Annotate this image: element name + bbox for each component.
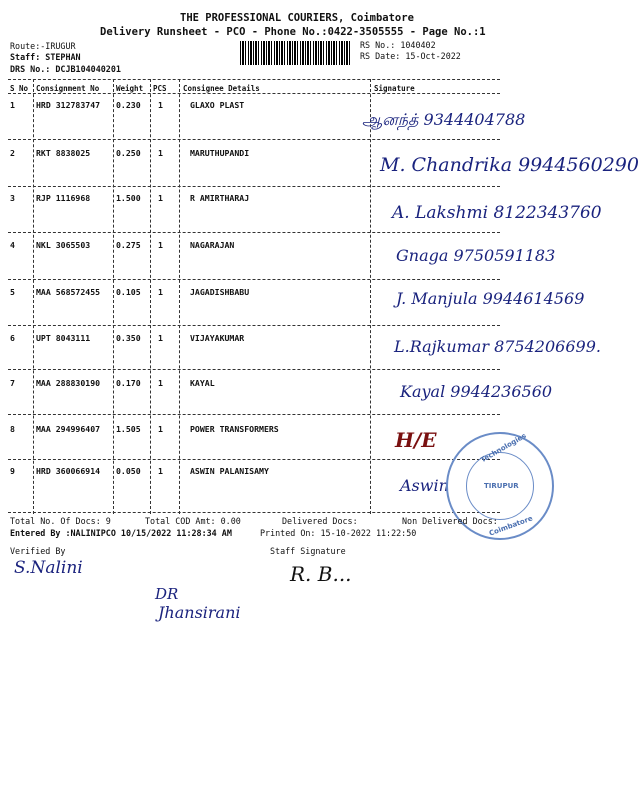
row-divider <box>8 414 500 415</box>
staff-label: Staff: STEPHAN <box>10 52 81 62</box>
rs-date: RS Date: 15-Oct-2022 <box>360 51 461 61</box>
stamp-center-text: TIRUPUR <box>484 482 519 490</box>
row-weight: 0.250 <box>116 148 141 158</box>
total-cod: Total COD Amt: 0.00 <box>145 516 241 526</box>
row-consignment: UPT 8043111 <box>36 333 91 343</box>
row-consignment: HRD 360066914 <box>36 466 101 476</box>
row-consignment: MAA 294996407 <box>36 424 101 434</box>
total-docs: Total No. Of Docs: 9 <box>10 516 111 526</box>
verifier-signature: S.Nalini <box>14 558 83 578</box>
row-consignee: JAGADISHBABU <box>190 287 250 297</box>
printed-on: Printed On: 15-10-2022 11:22:50 <box>260 528 417 538</box>
col-divider <box>33 79 34 514</box>
row-weight: 0.350 <box>116 333 141 343</box>
row-sno: 4 <box>10 240 15 250</box>
col-header-weight: Weight <box>116 84 144 93</box>
row-sno: 6 <box>10 333 15 343</box>
handwritten-signature: L.Rajkumar 8754206699. <box>394 337 601 356</box>
handwritten-signature: A. Lakshmi 8122343760 <box>392 203 602 223</box>
row-weight: 0.275 <box>116 240 141 250</box>
row-sno: 3 <box>10 193 15 203</box>
col-header-sno: S No <box>10 84 29 93</box>
row-consignment: HRD 312783747 <box>36 100 101 110</box>
drs-number: DRS No.: DCJB104040201 <box>10 64 121 74</box>
row-consignment: MAA 288830190 <box>36 378 101 388</box>
row-consignee: POWER TRANSFORMERS <box>190 424 279 434</box>
col-header-signature: Signature <box>374 84 415 93</box>
staff-handwritten-signature: R. B... <box>290 562 352 586</box>
stamp-top-text: Technologies <box>479 431 528 465</box>
row-consignee: VIJAYAKUMAR <box>190 333 245 343</box>
row-divider <box>8 139 500 140</box>
row-divider <box>8 369 500 370</box>
row-sno: 1 <box>10 100 15 110</box>
row-sno: 7 <box>10 378 15 388</box>
verified-by-label: Verified By <box>10 546 66 556</box>
entered-by: Entered By :NALINIPCO 10/15/2022 11:28:34 AM <box>10 528 232 538</box>
stamp-bottom-text: Coimbatore <box>488 514 534 538</box>
row-sno: 9 <box>10 466 15 476</box>
handwritten-signature: Aswin <box>400 476 449 495</box>
initial-signature: DR <box>155 585 179 603</box>
row-consignee: MARUTHUPANDI <box>190 148 250 158</box>
handwritten-signature: M. Chandrika 9944560290 <box>380 154 639 176</box>
row-pcs: 1 <box>158 378 163 388</box>
row-divider <box>8 232 500 233</box>
row-sno: 2 <box>10 148 15 158</box>
delivered-docs: Delivered Docs: <box>282 516 358 526</box>
row-divider <box>8 186 500 187</box>
row-sno: 5 <box>10 287 15 297</box>
row-consignee: NAGARAJAN <box>190 240 235 250</box>
row-consignee: KAYAL <box>190 378 215 388</box>
row-consignee: ASWIN PALANISAMY <box>190 466 269 476</box>
row-consignment: RJP 1116968 <box>36 193 91 203</box>
route-label: Route:-IRUGUR <box>10 41 76 51</box>
col-divider <box>370 79 371 514</box>
barcode-image <box>240 41 352 65</box>
row-consignment: MAA 568572455 <box>36 287 101 297</box>
row-consignment: NKL 3065503 <box>36 240 91 250</box>
handwritten-signature: J. Manjula 9944614569 <box>396 289 585 308</box>
handwritten-signature: ஆனந்த் 9344404788 <box>362 110 526 129</box>
row-pcs: 1 <box>158 148 163 158</box>
handwritten-signature: H/E <box>395 428 437 452</box>
non-delivered-docs: Non Delivered Docs: <box>402 516 498 526</box>
col-header-pcs: PCS <box>153 84 167 93</box>
row-consignment: RKT 8838025 <box>36 148 91 158</box>
col-divider <box>150 79 151 514</box>
row-pcs: 1 <box>158 333 163 343</box>
col-header-consignment: Consignment No <box>36 84 100 93</box>
row-divider <box>8 279 500 280</box>
row-consignee: R AMIRTHARAJ <box>190 193 250 203</box>
table-top-border <box>8 79 500 80</box>
receiver-signature: Jhansirani <box>158 603 241 622</box>
table-bottom-border <box>8 512 500 513</box>
row-consignee: GLAXO PLAST <box>190 100 245 110</box>
handwritten-signature: Kayal 9944236560 <box>400 382 553 401</box>
col-divider <box>113 79 114 514</box>
row-weight: 1.500 <box>116 193 141 203</box>
table-header-border <box>8 93 500 94</box>
runsheet-title: Delivery Runsheet - PCO - Phone No.:0422-3505555 - Page No.:1 <box>100 26 486 38</box>
staff-signature-label: Staff Signature <box>270 546 346 556</box>
row-weight: 0.050 <box>116 466 141 476</box>
company-name: THE PROFESSIONAL COURIERS, Coimbatore <box>180 12 414 24</box>
row-pcs: 1 <box>158 424 163 434</box>
row-weight: 0.105 <box>116 287 141 297</box>
row-weight: 1.505 <box>116 424 141 434</box>
col-divider <box>179 79 180 514</box>
row-divider <box>8 459 500 460</box>
rs-number: RS No.: 1040402 <box>360 40 436 50</box>
row-pcs: 1 <box>158 193 163 203</box>
row-divider <box>8 325 500 326</box>
row-weight: 0.230 <box>116 100 141 110</box>
row-pcs: 1 <box>158 287 163 297</box>
handwritten-signature: Gnaga 9750591183 <box>396 246 556 265</box>
row-pcs: 1 <box>158 240 163 250</box>
row-pcs: 1 <box>158 100 163 110</box>
col-header-consignee: Consignee Details <box>183 84 260 93</box>
row-weight: 0.170 <box>116 378 141 388</box>
row-sno: 8 <box>10 424 15 434</box>
row-pcs: 1 <box>158 466 163 476</box>
